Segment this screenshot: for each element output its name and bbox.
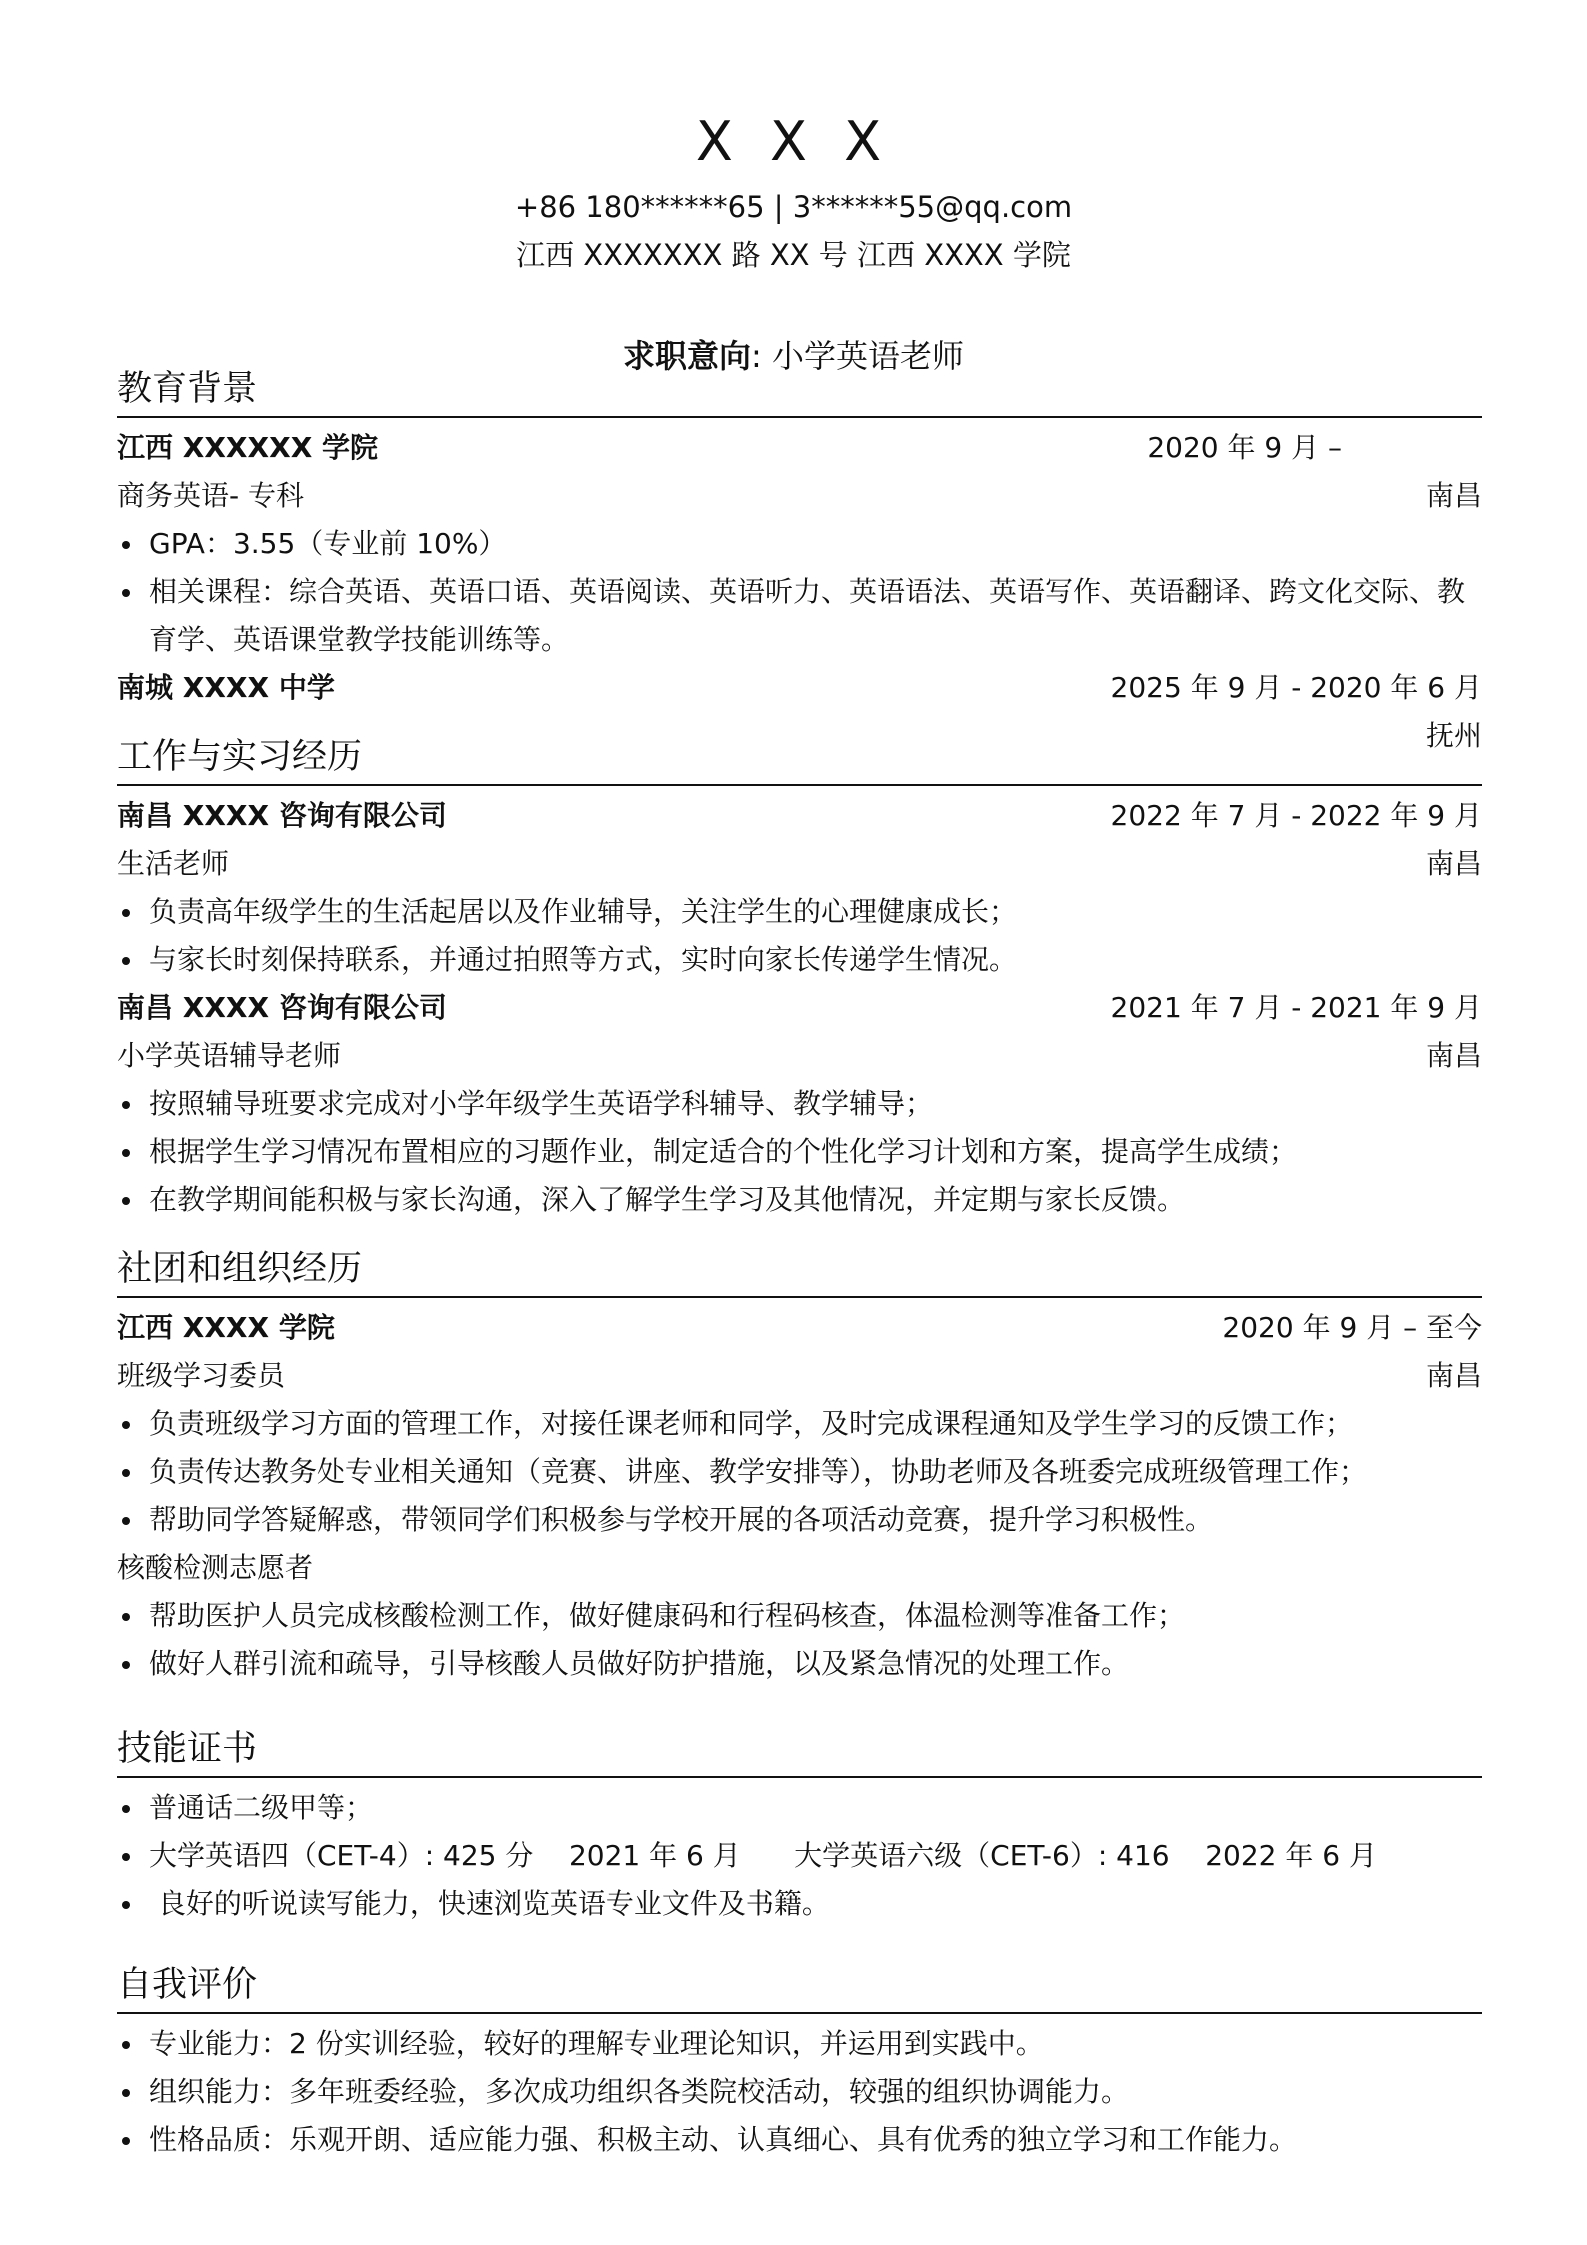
date-range: 2020 年 9 月 – xyxy=(1147,431,1342,464)
date-range: 2022 年 7 月 - 2022 年 9 月 xyxy=(1110,799,1482,832)
list-item: 良好的听说读写能力，快速浏览英语专业文件及书籍。 xyxy=(117,1880,1482,1928)
list-item: 普通话二级甲等； xyxy=(117,1784,1482,1832)
list-item: 专业能力：2 份实训经验，较好的理解专业理论知识，并运用到实践中。 xyxy=(117,2020,1482,2068)
list-item: 在教学期间能积极与家长沟通，深入了解学生学习及其他情况，并定期与家长反馈。 xyxy=(117,1176,1482,1224)
date-range: 2025 年 9 月 - 2020 年 6 月 xyxy=(1110,671,1482,704)
list-item: 按照辅导班要求完成对小学年级学生英语学科辅导、教学辅导； xyxy=(117,1080,1482,1128)
organization-name: 江西 XXXX 学院 xyxy=(117,1311,335,1344)
org-entry-header xyxy=(117,1304,1482,1352)
list-item: 负责高年级学生的生活起居以及作业辅导，关注学生的心理健康成长； xyxy=(117,888,1482,936)
job-role: 生活老师 xyxy=(117,847,230,880)
date-range: 2020 年 9 月 – 至今 xyxy=(1222,1311,1482,1344)
company-name: 南昌 XXXX 咨询有限公司 xyxy=(117,799,447,832)
org-entry-sub xyxy=(117,1352,1482,1400)
company-name: 南昌 XXXX 咨询有限公司 xyxy=(117,991,447,1024)
list-item: 与家长时刻保持联系，并通过拍照等方式，实时向家长传递学生情况。 xyxy=(117,936,1482,984)
job-intent-label: 求职意向 xyxy=(623,337,752,375)
job-role: 小学英语辅导老师 xyxy=(117,1039,342,1072)
address: 江西 XXXXXXX 路 XX 号 江西 XXXX 学院 xyxy=(516,238,1071,272)
education-entry-sub xyxy=(117,472,1482,520)
city: 南昌 xyxy=(1425,1039,1482,1072)
org-entry-sub xyxy=(117,1544,1482,1592)
city: 抚州 xyxy=(1425,719,1482,752)
contact-info: +86 180******65 | 3******55@qq.com xyxy=(514,190,1073,224)
section-title-self-evaluation: 自我评价 xyxy=(117,1960,1482,2014)
degree: 商务英语- 专科 xyxy=(117,479,305,512)
list-item: GPA：3.55（专业前 10%） xyxy=(117,520,1482,568)
org-role: 班级学习委员 xyxy=(117,1359,286,1392)
date-range: 2021 年 7 月 - 2021 年 9 月 xyxy=(1110,991,1482,1024)
work-entry-header xyxy=(117,984,1482,1032)
school-name: 江西 XXXXXX 学院 xyxy=(117,431,379,464)
city: 南昌 xyxy=(1425,479,1482,512)
work-entry-header xyxy=(117,792,1482,840)
list-item: 根据学生学习情况布置相应的习题作业，制定适合的个性化学习计划和方案，提高学生成绩； xyxy=(117,1128,1482,1176)
org-role: 核酸检测志愿者 xyxy=(117,1551,314,1584)
list-item: 性格品质：乐观开朗、适应能力强、积极主动、认真细心、具有优秀的独立学习和工作能力。 xyxy=(117,2116,1482,2164)
candidate-name: X X X xyxy=(695,110,892,173)
city: 南昌 xyxy=(1425,847,1482,880)
list-item: 负责传达教务处专业相关通知（竞赛、讲座、教学安排等），协助老师及各班委完成班级管理工作； xyxy=(117,1448,1482,1496)
list-item: 做好人群引流和疏导，引导核酸人员做好防护措施，以及紧急情况的处理工作。 xyxy=(117,1640,1482,1688)
job-intent-value: 小学英语老师 xyxy=(771,337,964,375)
work-entry-sub xyxy=(117,840,1482,888)
school-name: 南城 XXXX 中学 xyxy=(117,671,335,704)
city: 南昌 xyxy=(1425,1359,1482,1392)
education-entry-header xyxy=(117,664,1482,712)
list-item: 大学英语四（CET-4）: 425 分 2021 年 6 月 大学英语六级（CET-6）: 416 2022 年 6 月 xyxy=(117,1832,1482,1880)
work-entry-sub xyxy=(117,1032,1482,1080)
section-title-work: 工作与实习经历 xyxy=(117,732,1482,786)
list-item: 相关课程：综合英语、英语口语、英语阅读、英语听力、英语语法、英语写作、英语翻译、跨文化交际、教育学、英语课堂教学技能训练等。 xyxy=(117,568,1482,664)
list-item: 负责班级学习方面的管理工作，对接任课老师和同学，及时完成课程通知及学生学习的反馈工作； xyxy=(117,1400,1482,1448)
list-item: 组织能力：多年班委经验，多次成功组织各类院校活动，较强的组织协调能力。 xyxy=(117,2068,1482,2116)
list-item: 帮助医护人员完成核酸检测工作，做好健康码和行程码核查，体温检测等准备工作； xyxy=(117,1592,1482,1640)
section-title-education: 教育背景 xyxy=(117,364,1482,418)
job-intent-separator: : xyxy=(751,337,762,375)
section-title-skills: 技能证书 xyxy=(117,1724,1482,1778)
list-item: 帮助同学答疑解惑，带领同学们积极参与学校开展的各项活动竞赛，提升学习积极性。 xyxy=(117,1496,1482,1544)
section-title-organization: 社团和组织经历 xyxy=(117,1244,1482,1298)
education-entry-header xyxy=(117,424,1482,472)
